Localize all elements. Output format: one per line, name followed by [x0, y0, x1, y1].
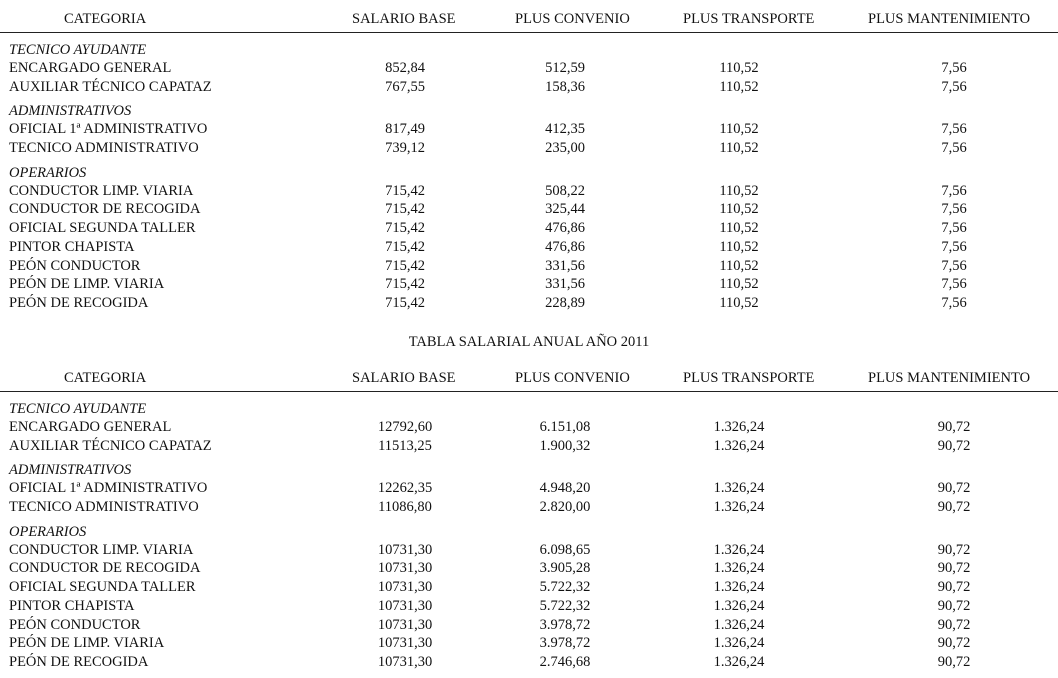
plus-convenio-cell: 235,00 [545, 140, 585, 157]
plus-mantenimiento-cell: 90,72 [937, 419, 971, 435]
header-categoria: CATEGORIA [64, 11, 147, 27]
plus-transporte-cell: 110,52 [719, 78, 759, 95]
category-cell: PEÓN DE RECOGIDA [9, 294, 149, 311]
plus-convenio-cell: 508,22 [545, 182, 585, 199]
table-body [0, 33, 1058, 313]
plus-mantenimiento-cell: 90,72 [937, 437, 971, 454]
table-header [0, 359, 1058, 392]
plus-transporte-cell: 110,52 [719, 294, 759, 311]
plus-convenio-cell: 4.948,20 [539, 480, 591, 497]
plus-transporte-cell: 110,52 [719, 257, 759, 274]
plus-transporte-cell: 1.326,24 [713, 635, 765, 652]
plus-transporte-cell: 110,52 [719, 60, 759, 76]
plus-transporte-cell: 1.326,24 [713, 653, 765, 670]
table-row [0, 498, 1058, 517]
plus-mantenimiento-cell: 90,72 [937, 541, 971, 558]
group-title: TECNICO AYUDANTE [9, 42, 147, 58]
table-body [0, 392, 1058, 672]
plus-transporte-cell: 110,52 [719, 121, 759, 138]
category-cell: OFICIAL 1ª ADMINISTRATIVO [9, 480, 208, 497]
header-categoria: CATEGORIA [64, 370, 147, 386]
plus-mantenimiento-cell: 90,72 [937, 597, 971, 614]
monthly-salary-table [0, 0, 1058, 319]
category-group [0, 400, 1058, 455]
plus-transporte-cell: 1.326,24 [713, 480, 765, 497]
plus-mantenimiento-cell: 7,56 [941, 182, 967, 199]
plus-convenio-cell: 3.905,28 [539, 560, 591, 577]
salario-base-cell: 715,42 [385, 220, 425, 237]
plus-mantenimiento-cell: 90,72 [937, 560, 971, 577]
plus-mantenimiento-cell: 7,56 [941, 294, 967, 311]
plus-convenio-cell: 331,56 [545, 257, 585, 274]
category-cell: PEÓN CONDUCTOR [9, 257, 141, 274]
plus-mantenimiento-cell: 7,56 [941, 257, 967, 274]
group-title: ADMINISTRATIVOS [9, 103, 132, 120]
plus-transporte-cell: 1.326,24 [713, 499, 765, 516]
plus-transporte-cell: 110,52 [719, 201, 759, 218]
plus-transporte-cell: 1.326,24 [713, 579, 765, 596]
salario-base-cell: 10731,30 [377, 616, 433, 633]
plus-mantenimiento-cell: 90,72 [937, 653, 971, 670]
table-row [0, 634, 1058, 653]
plus-convenio-cell: 331,56 [545, 276, 585, 293]
category-cell: TECNICO ADMINISTRATIVO [9, 499, 199, 516]
category-cell: TECNICO ADMINISTRATIVO [9, 140, 199, 157]
table-row [0, 182, 1058, 201]
table-row [0, 559, 1058, 578]
category-cell: CONDUCTOR LIMP. VIARIA [9, 541, 194, 558]
table-row [0, 78, 1058, 97]
plus-convenio-cell: 1.900,32 [539, 437, 591, 454]
table-row [0, 219, 1058, 238]
plus-transporte-cell: 110,52 [719, 140, 759, 157]
salario-base-cell: 715,42 [385, 257, 425, 274]
table-row [0, 578, 1058, 597]
group-title: ADMINISTRATIVOS [9, 462, 132, 479]
table-row [0, 437, 1058, 456]
salario-base-cell: 715,42 [385, 276, 425, 293]
plus-mantenimiento-cell: 7,56 [941, 238, 967, 255]
salario-base-cell: 715,42 [385, 294, 425, 311]
category-cell: CONDUCTOR LIMP. VIARIA [9, 182, 194, 199]
plus-convenio-cell: 2.820,00 [539, 499, 591, 516]
plus-transporte-cell: 1.326,24 [713, 597, 765, 614]
category-cell: AUXILIAR TÉCNICO CAPATAZ [9, 437, 212, 454]
category-group [0, 41, 1058, 96]
plus-mantenimiento-cell: 90,72 [937, 579, 971, 596]
plus-mantenimiento-cell: 7,56 [941, 121, 967, 138]
plus-mantenimiento-cell: 7,56 [941, 201, 967, 218]
table-row [0, 479, 1058, 498]
plus-mantenimiento-cell: 7,56 [941, 60, 967, 76]
salario-base-cell: 12792,60 [377, 419, 433, 435]
table-row [0, 541, 1058, 560]
group-title: TECNICO AYUDANTE [9, 401, 147, 417]
plus-mantenimiento-cell: 90,72 [937, 480, 971, 497]
header-plus-convenio: PLUS CONVENIO [515, 11, 630, 27]
group-title: OPERARIOS [9, 164, 87, 181]
salario-base-cell: 715,42 [385, 201, 425, 218]
plus-transporte-cell: 1.326,24 [713, 616, 765, 633]
salario-base-cell: 715,42 [385, 238, 425, 255]
table-header [0, 0, 1058, 33]
category-cell: PINTOR CHAPISTA [9, 597, 135, 614]
plus-mantenimiento-cell: 90,72 [937, 616, 971, 633]
category-cell: OFICIAL SEGUNDA TALLER [9, 579, 196, 596]
category-cell: PEÓN CONDUCTOR [9, 616, 141, 633]
category-cell: ENCARGADO GENERAL [9, 419, 172, 435]
salario-base-cell: 715,42 [385, 182, 425, 199]
group-title: OPERARIOS [9, 523, 87, 540]
salario-base-cell: 852,84 [385, 60, 425, 76]
category-cell: CONDUCTOR DE RECOGIDA [9, 201, 201, 218]
plus-convenio-cell: 6.098,65 [539, 541, 591, 558]
table-row [0, 275, 1058, 294]
plus-mantenimiento-cell: 7,56 [941, 140, 967, 157]
category-cell: PEÓN DE RECOGIDA [9, 653, 149, 670]
category-group [0, 523, 1058, 672]
salario-base-cell: 11513,25 [378, 437, 432, 454]
table-row [0, 616, 1058, 635]
table-row [0, 418, 1058, 437]
salario-base-cell: 739,12 [385, 140, 425, 157]
plus-transporte-cell: 110,52 [719, 182, 759, 199]
plus-transporte-cell: 1.326,24 [713, 560, 765, 577]
table-row [0, 597, 1058, 616]
table-row [0, 139, 1058, 158]
plus-convenio-cell: 412,35 [545, 121, 585, 138]
salario-base-cell: 10731,30 [377, 560, 433, 577]
plus-transporte-cell: 1.326,24 [713, 419, 765, 435]
header-plus-transporte: PLUS TRANSPORTE [683, 370, 815, 386]
category-cell: PEÓN DE LIMP. VIARIA [9, 276, 165, 293]
table-row [0, 257, 1058, 276]
plus-transporte-cell: 110,52 [719, 276, 759, 293]
plus-convenio-cell: 2.746,68 [539, 653, 591, 670]
plus-convenio-cell: 5.722,32 [539, 579, 591, 596]
table-row [0, 120, 1058, 139]
plus-transporte-cell: 1.326,24 [713, 437, 765, 454]
plus-convenio-cell: 476,86 [545, 238, 585, 255]
salario-base-cell: 10731,30 [377, 579, 433, 596]
plus-convenio-cell: 512,59 [545, 60, 585, 76]
category-cell: CONDUCTOR DE RECOGIDA [9, 560, 201, 577]
table-row [0, 200, 1058, 219]
salario-base-cell: 10731,30 [377, 541, 433, 558]
header-salario-base: SALARIO BASE [352, 370, 456, 386]
header-salario-base: SALARIO BASE [352, 11, 456, 27]
table-row [0, 653, 1058, 672]
category-cell: OFICIAL SEGUNDA TALLER [9, 220, 196, 237]
plus-mantenimiento-cell: 90,72 [937, 499, 971, 516]
plus-convenio-cell: 3.978,72 [539, 635, 591, 652]
salario-base-cell: 817,49 [385, 121, 425, 138]
table-row [0, 294, 1058, 313]
category-cell: PINTOR CHAPISTA [9, 238, 135, 255]
plus-transporte-cell: 1.326,24 [713, 541, 765, 558]
header-plus-transporte: PLUS TRANSPORTE [683, 11, 815, 27]
table-row [0, 238, 1058, 257]
header-plus-convenio: PLUS CONVENIO [515, 370, 630, 386]
salario-base-cell: 11086,80 [378, 499, 432, 516]
plus-convenio-cell: 325,44 [545, 201, 585, 218]
salario-base-cell: 10731,30 [377, 653, 433, 670]
plus-transporte-cell: 110,52 [719, 238, 759, 255]
salario-base-cell: 10731,30 [377, 597, 433, 614]
salario-base-cell: 767,55 [385, 78, 425, 95]
plus-mantenimiento-cell: 7,56 [941, 276, 967, 293]
table-row [0, 59, 1058, 78]
salario-base-cell: 10731,30 [377, 635, 433, 652]
annual-table-title: TABLA SALARIAL ANUAL AÑO 2011 [408, 334, 650, 350]
plus-mantenimiento-cell: 7,56 [941, 78, 967, 95]
category-cell: OFICIAL 1ª ADMINISTRATIVO [9, 121, 208, 138]
category-cell: ENCARGADO GENERAL [9, 60, 172, 76]
category-group [0, 461, 1058, 516]
plus-convenio-cell: 3.978,72 [539, 616, 591, 633]
annual-salary-table [0, 359, 1058, 678]
plus-transporte-cell: 110,52 [719, 220, 759, 237]
plus-convenio-cell: 476,86 [545, 220, 585, 237]
category-cell: AUXILIAR TÉCNICO CAPATAZ [9, 78, 212, 95]
salario-base-cell: 12262,35 [377, 480, 433, 497]
category-group [0, 102, 1058, 157]
header-plus-mantenimiento: PLUS MANTENIMIENTO [868, 370, 1031, 386]
category-cell: PEÓN DE LIMP. VIARIA [9, 635, 165, 652]
plus-convenio-cell: 228,89 [545, 294, 585, 311]
header-plus-mantenimiento: PLUS MANTENIMIENTO [868, 11, 1031, 27]
plus-convenio-cell: 6.151,08 [539, 419, 591, 435]
plus-convenio-cell: 158,36 [545, 78, 585, 95]
plus-mantenimiento-cell: 7,56 [941, 220, 967, 237]
plus-mantenimiento-cell: 90,72 [937, 635, 971, 652]
plus-convenio-cell: 5.722,32 [539, 597, 591, 614]
category-group [0, 164, 1058, 313]
